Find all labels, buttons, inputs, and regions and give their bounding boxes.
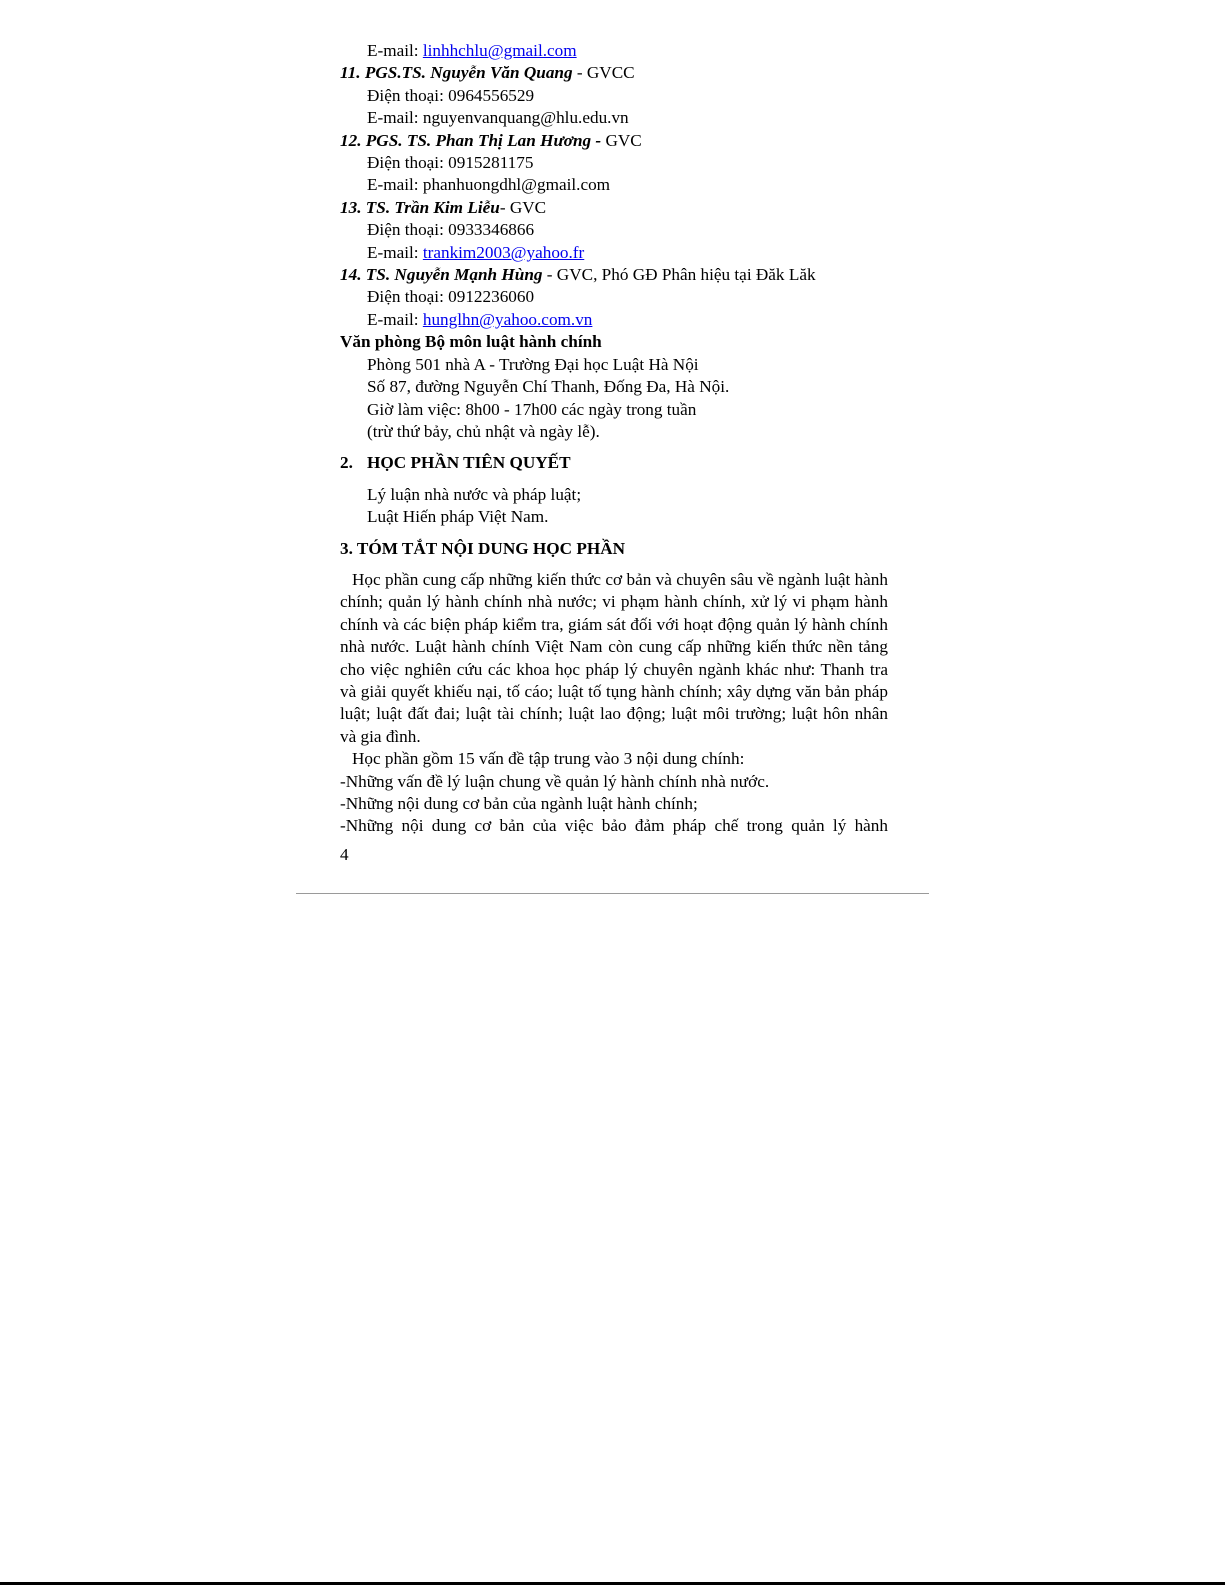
person-number: 12. <box>340 130 362 150</box>
document-page <box>340 40 888 866</box>
email-label: E-mail: <box>367 108 423 128</box>
email-line <box>340 242 888 264</box>
person-title: GVC <box>601 130 642 150</box>
person-name-line <box>340 264 888 286</box>
email-line <box>340 40 888 62</box>
content-bullet: -Những nội dung cơ bản của việc bảo đảm pháp chế trong quản lý hành <box>340 816 888 836</box>
person-name-line <box>340 62 888 84</box>
person-name: PGS. TS. Phan Thị Lan Hương - <box>365 130 602 150</box>
person-phone: Điện thoại: 0912236060 <box>367 287 535 307</box>
email-line <box>340 107 888 129</box>
office-address-line: Phòng 501 nhà A - Trường Đại học Luật Hà Nội <box>367 354 699 374</box>
person-name-line <box>340 130 888 152</box>
email-link[interactable]: linhhchlu@gmail.com <box>422 41 577 60</box>
email-label: E-mail: <box>367 309 423 329</box>
section-heading: 3. TÓM TẮT NỘI DUNG HỌC PHẦN <box>340 538 626 558</box>
person-phone: Điện thoại: 0915281175 <box>367 153 534 173</box>
office-title: Văn phòng Bộ môn luật hành chính <box>340 332 602 352</box>
person-title: - GVCC <box>572 63 635 83</box>
office-address-line: Số 87, đường Nguyễn Chí Thanh, Đống Đa, Hà Nội. <box>367 377 730 397</box>
email-link[interactable]: trankim2003@yahoo.fr <box>422 242 585 262</box>
page-number: 4 <box>340 844 349 864</box>
content-bullet: -Những nội dung cơ bản của ngành luật hành chính; <box>340 794 698 813</box>
person-number: 14. <box>340 265 362 285</box>
content-bullet: -Những vấn đề lý luận chung về quản lý hành chính nhà nước. <box>340 771 770 791</box>
person-phone: Điện thoại: 0964556529 <box>367 85 535 105</box>
email-label: E-mail: <box>367 41 423 60</box>
person-number: 13. <box>340 197 362 217</box>
email-line <box>340 174 888 196</box>
prerequisite-item: Lý luận nhà nước và pháp luật; <box>367 484 582 504</box>
email-label: E-mail: <box>367 242 423 262</box>
email-line <box>340 309 888 331</box>
page-divider <box>296 893 929 894</box>
person-phone: Điện thoại: 0933346866 <box>367 220 535 240</box>
person-name: TS. Trần Kim Liễu <box>365 197 500 217</box>
person-name: TS. Nguyễn Mạnh Hùng <box>365 265 543 285</box>
office-hours-line: Giờ làm việc: 8h00 - 17h00 các ngày trong tuần <box>367 399 697 419</box>
section-title: HỌC PHẦN TIÊN QUYẾT <box>367 453 571 473</box>
email-text: nguyenvanquang@hlu.edu.vn <box>422 108 629 128</box>
prerequisite-item: Luật Hiến pháp Việt Nam. <box>367 507 549 527</box>
person-name: PGS.TS. Nguyễn Văn Quang <box>364 63 573 83</box>
section-heading <box>340 452 888 474</box>
email-label: E-mail: <box>367 175 423 195</box>
section-number: 2. <box>340 453 353 473</box>
person-name-line <box>340 197 888 219</box>
office-hours-note: (trừ thứ bảy, chủ nhật và ngày lễ). <box>367 421 600 441</box>
person-title: - GVC <box>499 197 547 217</box>
person-number: 11. <box>340 63 361 83</box>
summary-paragraph: Học phần cung cấp những kiến thức cơ bản và chuyên sâu về ngành luật hành chính; quản lý hành chính nhà nước; vi phạm hành chính, xử lý vi phạm hành chính và các biện pháp kiểm tra, giám sát đối với hoạt động quản lý hành chính nhà nước. Luật hành chính Việt Nam còn cung cấp những kiến thức nền tảng cho việc nghiên cứu các khoa học pháp lý chuyên ngành khác như: Thanh tra và giải quyết khiếu nại, tố cáo; luật tố tụng hành chính; xây dựng văn bản pháp luật; luật đất đai; luật tài chính; luật lao động; luật môi trường; luật hôn nhân và gia đình. <box>340 569 888 746</box>
summary-paragraph: Học phần gồm 15 vấn đề tập trung vào 3 nội dung chính: <box>352 749 745 769</box>
email-text: phanhuongdhl@gmail.com <box>422 175 611 195</box>
email-link[interactable]: hunglhn@yahoo.com.vn <box>422 309 593 329</box>
person-title: - GVC, Phó GĐ Phân hiệu tại Đăk Lăk <box>542 265 816 285</box>
